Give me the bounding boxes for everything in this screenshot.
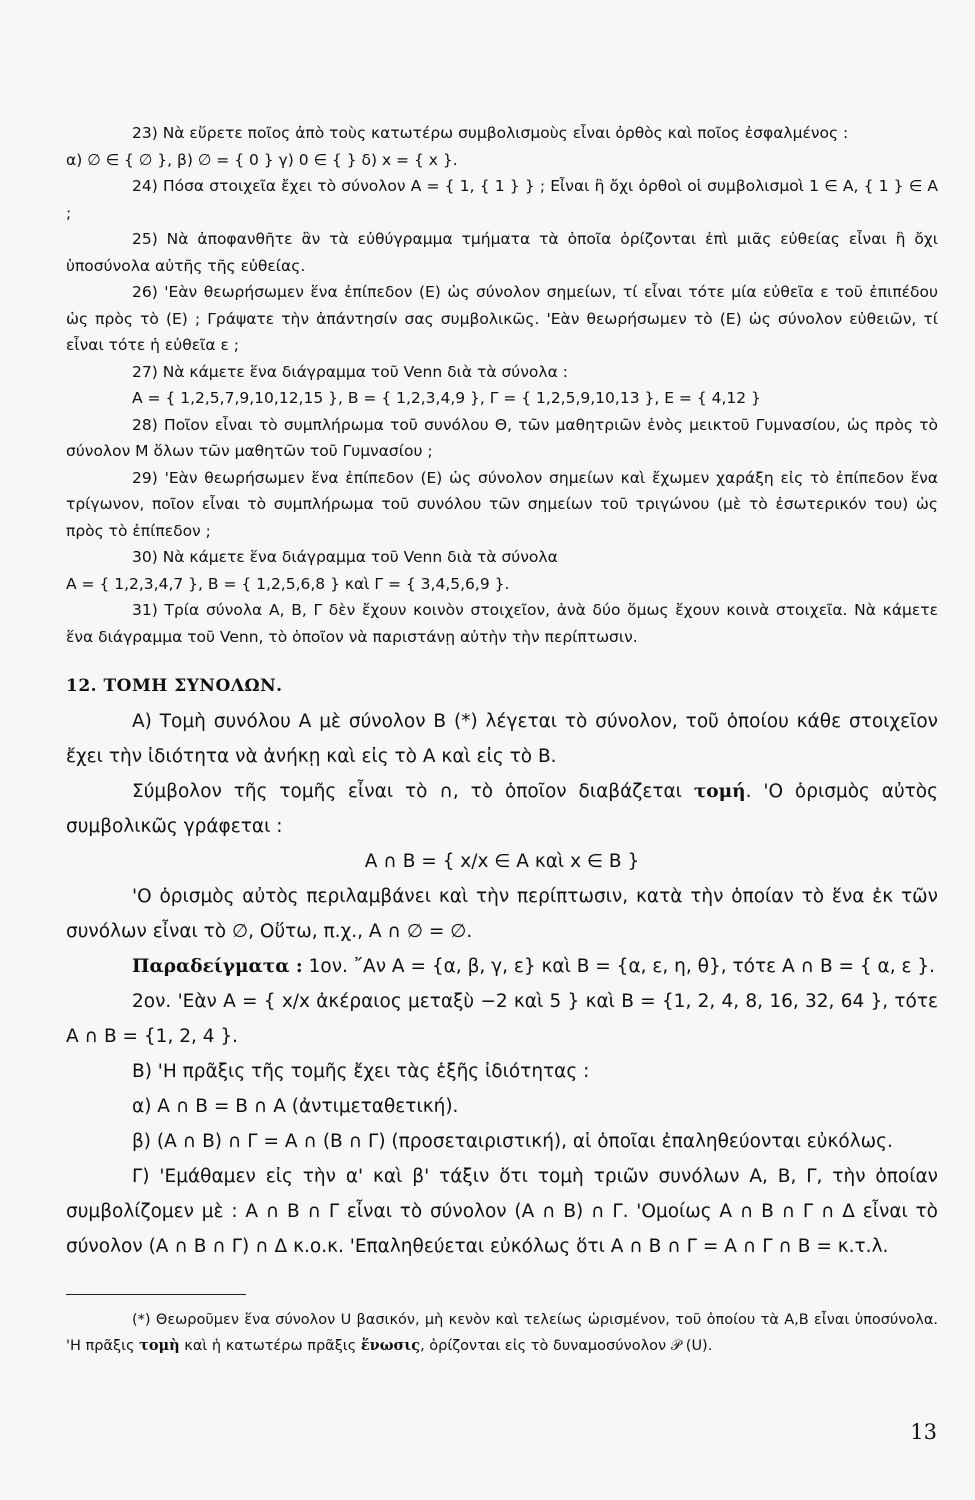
page-number: 13 [910,1420,937,1444]
property-associative: β) (A ∩ B) ∩ Γ = A ∩ (B ∩ Γ) (προσεταιριστική), αἱ ὁποῖαι ἐπαληθεύονται εὐκόλως. [132,1131,893,1152]
exercise-25: 25) Νὰ ἀποφανθῆτε ἂν τὰ εὐθύγραμμα τμήματα τὰ ὁποῖα ὁρίζονται ἐπὶ μιᾶς εὐθείας εἶναι ἢ ὄχι ὑποσύνολα αὐτῆς τῆς εὐθείας. [66,230,938,275]
symbol-text-pre: Σύμβολον τῆς τομῆς εἶναι τὸ ∩, τὸ ὁποῖον διαβάζεται [132,781,694,802]
exercise-23-options: α) ∅ ∈ { ∅ }, β) ∅ = { 0 } γ) 0 ∈ { } δ) x = { x }. [66,150,458,169]
footnote-bold-tomi: τομὴ [139,1337,180,1354]
footnote [66,1307,938,1359]
property-commutative: α) A ∩ B = B ∩ A (ἀντιμεταθετική). [132,1096,459,1117]
three-sets-paragraph: Γ) 'Εμάθαμεν εἰς τὴν α' καὶ β' τάξιν ὅτι τομὴ τριῶν συνόλων A, B, Γ, τὴν ὁποίαν συμβολίζομεν μὲ : A ∩ B ∩ Γ εἶναι τὸ σύνολον (A ∩ B) ∩ Γ. 'Ομοίως A ∩ B ∩ Γ ∩ Δ εἶναι τὸ σύνολον (A ∩ B ∩ Γ) ∩ Δ κ.ο.κ. 'Επαληθεύεται εὐκόλως ὅτι A ∩ B ∩ Γ = A ∩ Γ ∩ B = κ.τ.λ. [66,1166,938,1257]
examples-label: Παραδείγματα : [132,956,303,977]
footnote-bold-enosis: ἕνωσις [360,1337,421,1354]
exercise-24: 24) Πόσα στοιχεῖα ἔχει τὸ σύνολον A = { 1, { 1 } } ; Εἶναι ἢ ὄχι ὀρθοὶ οἱ συμβολισμοὶ 1 ∈ A, { 1 } ∈ A ; [66,177,938,222]
empty-set-paragraph: 'Ο ὁρισμὸς αὐτὸς περιλαμβάνει καὶ τὴν περίπτωσιν, κατὰ τὴν ὁποίαν τὸ ἕνα ἐκ τῶν συνόλων εἶναι τὸ ∅, Οὕτω, π.χ., A ∩ ∅ = ∅. [66,886,938,942]
page-content [66,120,938,1359]
exercise-23: 23) Νὰ εὕρετε ποῖος ἀπὸ τοὺς κατωτέρω συμβολισμοὺς εἶναι ὀρθὸς καὶ ποῖος ἐσφαλμένος : [132,124,849,142]
section-heading: 12. ΤΟΜΗ ΣΥΝΟΛΩΝ. [66,676,283,696]
section-body [66,704,938,1264]
exercises-block [66,120,938,650]
exercise-31: 31) Τρία σύνολα A, B, Γ δὲν ἔχουν κοινὸν στοιχεῖον, ἀνὰ δύο ὅμως ἔχουν κοινὰ στοιχεῖα. Νὰ κάμετε ἕνα διάγραμμα τοῦ Venn, τὸ ὁποῖον νὰ παριστάνῃ αὐτὴν τὴν περίπτωσιν. [66,601,938,646]
exercise-30: 30) Νὰ κάμετε ἕνα διάγραμμα τοῦ Venn διὰ τὰ σύνολα [132,548,558,566]
symbol-text-post: . 'Ο ὁρισμὸς αὐτὸς συμβολικῶς γράφεται : [66,781,938,837]
footnote-rule [66,1294,246,1295]
example-1-paragraph [66,949,938,984]
example-2-paragraph: 2ον. 'Εὰν A = { x/x ἀκέραιος μεταξὺ −2 καὶ 5 } καὶ B = {1, 2, 4, 8, 16, 32, 64 }, τότε A ∩ B = {1, 2, 4 }. [66,991,938,1047]
footnote-pre: (*) Θεωροῦμεν ἕνα σύνολον U βασικόν, μὴ κενὸν καὶ τελείως ὡρισμένον, τοῦ ὁποίου τὰ A,B εἶναι ὑποσύνολα. 'Η πρᾶξις [66,1312,938,1354]
exercise-26: 26) 'Εὰν θεωρήσωμεν ἕνα ἐπίπεδον (E) ὡς σύνολον σημείων, τί εἶναι τότε μία εὐθεῖα ε τοῦ ἐπιπέδου ὡς πρὸς τὸ (E) ; Γράψατε τὴν ἀπάντησίν σας συμβολικῶς. 'Εὰν θεωρήσωμεν τὸ (E) ὡς σύνολον εὐθειῶν, τί εἶναι τότε ἡ εὐθεῖα ε ; [66,283,938,354]
footnote-post: , ὁρίζονται εἰς τὸ δυναμοσύνολον 𝒫 (U). [420,1338,713,1354]
footnote-mid: καὶ ἡ κατωτέρω πρᾶξις [179,1338,361,1354]
exercise-28: 28) Ποῖον εἶναι τὸ συμπλήρωμα τοῦ συνόλου Θ, τῶν μαθητριῶν ἑνὸς μεικτοῦ Γυμνασίου, ὡς πρὸς τὸ σύνολον M ὅλων τῶν μαθητῶν τοῦ Γυμνασίου ; [66,415,938,460]
exercise-27-sets: A = { 1,2,5,7,9,10,12,15 }, B = { 1,2,3,4,9 }, Γ = { 1,2,5,9,10,13 }, E = { 4,12 } [132,389,761,407]
exercise-30-sets: A = { 1,2,3,4,7 }, B = { 1,2,5,6,8 } καὶ Γ = { 3,4,5,6,9 }. [66,574,510,593]
symbol-text-bold: τομή [693,781,746,802]
example-1-text: 1ον. ῎Αν A = {α, β, γ, ε} καὶ B = {α, ε, η, θ}, τότε A ∩ B = { α, ε }. [302,956,936,977]
exercise-27: 27) Νὰ κάμετε ἕνα διάγραμμα τοῦ Venn διὰ τὰ σύνολα : [132,362,568,381]
properties-intro: B) 'Η πρᾶξις τῆς τομῆς ἔχει τὰς ἑξῆς ἰδιότητας : [132,1061,590,1082]
footnote-text [66,1307,938,1359]
definition-formula: A ∩ B = { x/x ∈ A καὶ x ∈ B } [364,851,640,872]
definition-paragraph: A) Τομὴ συνόλου A μὲ σύνολον B (*) λέγεται τὸ σύνολον, τοῦ ὁποίου κάθε στοιχεῖον ἔχει τὴν ἰδιότητα νὰ ἀνήκῃ καὶ εἰς τὸ A καὶ εἰς τὸ B. [66,711,938,767]
symbol-paragraph [66,774,938,844]
exercise-29: 29) 'Εὰν θεωρήσωμεν ἕνα ἐπίπεδον (E) ὡς σύνολον σημείων καὶ ἔχωμεν χαράξη εἰς τὸ ἐπίπεδον ἕνα τρίγωνον, ποῖον εἶναι τὸ συμπλήρωμα τοῦ συνόλου τῶν σημείων τοῦ τριγώνου (μὲ τὸ ἐσωτερικόν του) ὡς πρὸς τὸ ἐπίπεδον ; [66,468,938,540]
